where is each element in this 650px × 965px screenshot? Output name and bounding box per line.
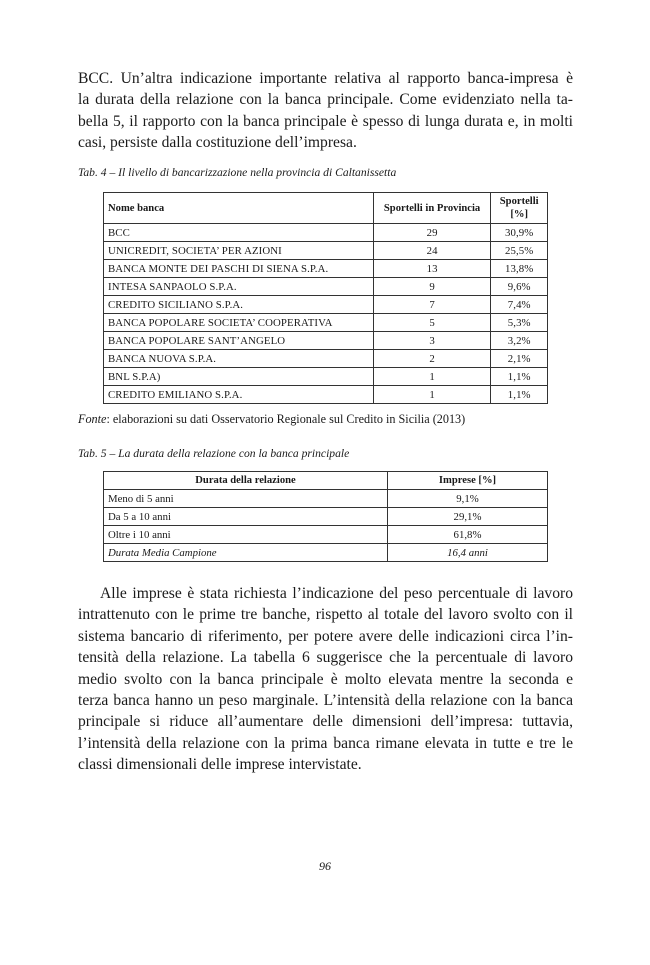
table-row bbox=[104, 296, 548, 314]
table-row-average bbox=[104, 544, 548, 562]
table-header-row bbox=[104, 472, 548, 490]
text-line: terza banca hanno un peso marginale. L’intensità della relazione con la banca bbox=[78, 692, 573, 710]
cell-bank: INTESA SANPAOLO S.P.A. bbox=[104, 278, 374, 296]
table-row bbox=[104, 260, 548, 278]
cell-bank: BCC bbox=[104, 224, 374, 242]
text-line: bella 5, il rapporto con la banca principale è spesso di lunga durata e, in molti bbox=[78, 112, 573, 130]
table-4 bbox=[103, 192, 548, 404]
cell-branches: 13 bbox=[373, 260, 491, 278]
text-line: tensità della relazione. La tabella 6 suggerisce che la percentuale di lavoro bbox=[78, 649, 573, 667]
text-line: Alle imprese è stata richiesta l’indicazione del peso percentuale di lavoro bbox=[100, 585, 573, 602]
cell-branches: 7 bbox=[373, 296, 491, 314]
table-row bbox=[104, 314, 548, 332]
text-line: la durata della relazione con la banca principale. Come evidenziato nella ta- bbox=[78, 91, 573, 109]
cell-branches: 24 bbox=[373, 242, 491, 260]
table-row bbox=[104, 224, 548, 242]
cell-duration: Da 5 a 10 anni bbox=[104, 508, 388, 526]
source-label: Fonte bbox=[78, 412, 107, 426]
table-4-caption: Tab. 4 – Il livello di bancarizzazione nella provincia di Caltanissetta bbox=[78, 166, 397, 179]
table-row bbox=[104, 386, 548, 404]
cell-branches: 9 bbox=[373, 278, 491, 296]
cell-branches: 3 bbox=[373, 332, 491, 350]
header-cell: Sportelli [%] bbox=[491, 193, 548, 224]
table-row bbox=[104, 332, 548, 350]
table-row bbox=[104, 242, 548, 260]
cell-branches: 2 bbox=[373, 350, 491, 368]
paragraph-1 bbox=[78, 68, 573, 154]
cell-bank: UNICREDIT, SOCIETA’ PER AZIONI bbox=[104, 242, 374, 260]
cell-bank: BANCA NUOVA S.P.A. bbox=[104, 350, 374, 368]
cell-bank: CREDITO SICILIANO S.P.A. bbox=[104, 296, 374, 314]
cell-percent: 16,4 anni bbox=[388, 544, 548, 562]
table-row bbox=[104, 526, 548, 544]
table-row bbox=[104, 490, 548, 508]
table-row bbox=[104, 368, 548, 386]
cell-percent: 7,4% bbox=[491, 296, 548, 314]
cell-bank: BANCA POPOLARE SOCIETA’ COOPERATIVA bbox=[104, 314, 374, 332]
cell-bank: BANCA POPOLARE SANT’ANGELO bbox=[104, 332, 374, 350]
text-line: BCC. Un’altra indicazione importante relativa al rapporto banca-impresa è bbox=[78, 70, 573, 87]
text-line: sistema bancario di riferimento, per potere avere delle indicazioni circa l’in- bbox=[78, 627, 573, 645]
cell-branches: 5 bbox=[373, 314, 491, 332]
cell-duration: Meno di 5 anni bbox=[104, 490, 388, 508]
table-header-row bbox=[104, 193, 548, 224]
cell-percent: 25,5% bbox=[491, 242, 548, 260]
text-line: casi, persiste dalla costituzione dell’impresa. bbox=[78, 134, 357, 152]
table-4-source bbox=[78, 412, 465, 427]
cell-bank: BANCA MONTE DEI PASCHI DI SIENA S.P.A. bbox=[104, 260, 374, 278]
header-cell: Durata della relazione bbox=[104, 472, 388, 490]
cell-percent: 3,2% bbox=[491, 332, 548, 350]
text-line: intrattenuto con le prime tre banche, rispetto al totale del lavoro svolto con il bbox=[78, 606, 573, 624]
cell-percent: 5,3% bbox=[491, 314, 548, 332]
cell-percent: 13,8% bbox=[491, 260, 548, 278]
paragraph-2 bbox=[78, 583, 573, 776]
cell-percent: 61,8% bbox=[388, 526, 548, 544]
cell-percent: 1,1% bbox=[491, 386, 548, 404]
cell-bank: CREDITO EMILIANO S.P.A. bbox=[104, 386, 374, 404]
cell-duration: Oltre i 10 anni bbox=[104, 526, 388, 544]
table-5-caption: Tab. 5 – La durata della relazione con la banca principale bbox=[78, 447, 350, 460]
source-text: : elaborazioni su dati Osservatorio Regionale sul Credito in Sicilia (2013) bbox=[106, 412, 466, 426]
cell-branches: 1 bbox=[373, 368, 491, 386]
text-line: principale si riduce all’aumentare delle dimensioni dell’impresa: tuttavia, bbox=[78, 713, 573, 731]
table-row bbox=[104, 508, 548, 526]
cell-branches: 29 bbox=[373, 224, 491, 242]
page-number: 96 bbox=[319, 859, 331, 873]
header-cell: Imprese [%] bbox=[388, 472, 548, 490]
cell-bank: BNL S.P.A) bbox=[104, 368, 374, 386]
header-cell: Sportelli in Provincia bbox=[373, 193, 491, 224]
table-5 bbox=[103, 471, 548, 562]
cell-branches: 1 bbox=[373, 386, 491, 404]
table-row bbox=[104, 350, 548, 368]
table-row bbox=[104, 278, 548, 296]
header-cell: Nome banca bbox=[104, 193, 374, 224]
cell-percent: 1,1% bbox=[491, 368, 548, 386]
cell-percent: 9,6% bbox=[491, 278, 548, 296]
text-line: classi dimensionali delle imprese intervistate. bbox=[78, 756, 362, 774]
text-line: medio svolto con la banca principale è molto elevata mentre la seconda e bbox=[78, 670, 573, 688]
text-line: l’intensità della relazione con la prima banca rimane elevata in tutte e tre le bbox=[78, 734, 573, 752]
cell-percent: 2,1% bbox=[491, 350, 548, 368]
cell-percent: 29,1% bbox=[388, 508, 548, 526]
cell-percent: 9,1% bbox=[388, 490, 548, 508]
cell-duration: Durata Media Campione bbox=[104, 544, 388, 562]
cell-percent: 30,9% bbox=[491, 224, 548, 242]
